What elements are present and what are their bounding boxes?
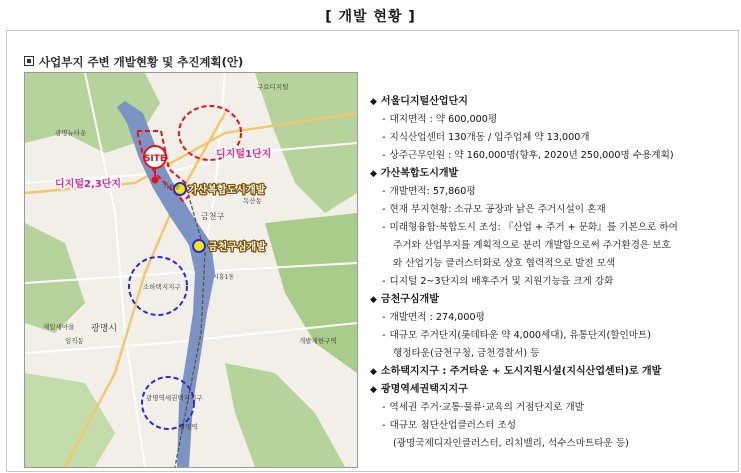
info-line: - 대규모 첨단산업클러스터 조성	[382, 420, 517, 431]
info-line: - 상주근무인원 : 약 160,000명(향후, 2020년 250,000명 수용계획)	[382, 150, 674, 161]
development-restricted-label: 개발제한구역	[299, 337, 337, 345]
info-line: - 디지털 2~3단지의 배후주거 및 지원기능을 크게 강화	[382, 276, 614, 287]
geumcheon-dot	[193, 240, 205, 252]
gasan-dong-label: 가산동	[163, 184, 181, 191]
newtown-label: 광명뉴타운	[55, 129, 87, 137]
section-heading	[24, 54, 243, 70]
info-list	[358, 82, 724, 466]
digital23-label: 디지털2,3단지	[55, 179, 122, 190]
info-line: - 개발면적 : 274,000평	[382, 312, 485, 323]
info-line: - 지식산업센터 130개동 / 입주업체 약 13,000개	[382, 132, 590, 143]
digital1-label: 디지털1단지	[216, 149, 272, 160]
diamond-bullet-icon: ◆	[370, 295, 377, 305]
gasan-label: 가산복합도시개발	[188, 185, 266, 196]
geumcheon-gu-label: 금천구	[201, 212, 225, 221]
doksan-label: 독산동	[243, 197, 262, 205]
jeil-label: 제일새마을	[43, 323, 75, 331]
geumcheon-label: 금천구심개발	[208, 242, 266, 253]
info-line: - 현재 부지현황: 소규모 공장과 낡은 주거시설이 혼재	[382, 204, 606, 215]
info-line: - 미래형융합·복합도시 조성: 『산업 + 주거 + 문화』를 기본으로 하여	[382, 222, 678, 233]
diamond-bullet-icon: ◆	[370, 169, 377, 179]
area-map	[24, 72, 358, 468]
info-line: - 역세권 주거·교통·물류·교육의 거점단지로 개발	[382, 402, 584, 413]
siheung-label: 시흥1동	[213, 274, 235, 281]
gwangmyeong-station-area-label: 광명역세권택지지구	[146, 394, 203, 402]
gwangmyeong-city-label: 광명시	[91, 324, 118, 334]
guro-digital-label: 구로디지털	[257, 83, 289, 91]
section-heading-text: 사업부지 주변 개발현황 및 추진계획(안)	[39, 55, 244, 69]
page-title: [ 개발 현황 ]	[325, 9, 416, 25]
section-header: ◆ 금천구심개발	[370, 294, 439, 305]
iljik-label: 일직동	[65, 337, 84, 345]
site-label: SITE	[143, 154, 167, 164]
gwangmyeong-station-label: 광명역	[179, 423, 198, 431]
sohawaek-label: 소하택지지구	[143, 283, 181, 291]
map-svg	[25, 73, 357, 467]
section-header: ◆ 가산복합도시개발	[370, 168, 459, 179]
info-line: - 대지면적 : 약 600,000평	[382, 114, 498, 125]
section-header: ◆ 서울디지털산업단지	[370, 96, 468, 107]
section-header: ◆ 광명역세권택지지구	[370, 384, 468, 395]
info-line-cont: 행정타운(금천구청, 금천경찰서) 등	[393, 348, 540, 359]
diamond-bullet-icon: ◆	[370, 97, 377, 107]
info-line-cont: (광명국제디자인클러스터, 리치밸리, 석수스마트타운 등)	[393, 438, 629, 449]
info-line: - 개발면적: 57,860평	[382, 186, 476, 197]
info-line: - 대규모 주거단지(롯데타운 약 4,000세대), 유통단지(할인마트)	[382, 330, 652, 341]
section-header: ◆ 소하택지지구 : 주거타운 + 도시지원시설(지식산업센터)로 개발	[370, 366, 662, 377]
info-line-cont: 와 산업기능 클러스터화로 상호 협력적으로 발전 모색	[393, 258, 616, 269]
square-bullet-icon	[24, 56, 34, 66]
info-line-cont: 주거와 산업부지를 계획적으로 분리 개발함으로써 주거환경은 보호	[393, 240, 671, 251]
diamond-bullet-icon: ◆	[370, 385, 377, 395]
diamond-bullet-icon: ◆	[370, 367, 377, 377]
